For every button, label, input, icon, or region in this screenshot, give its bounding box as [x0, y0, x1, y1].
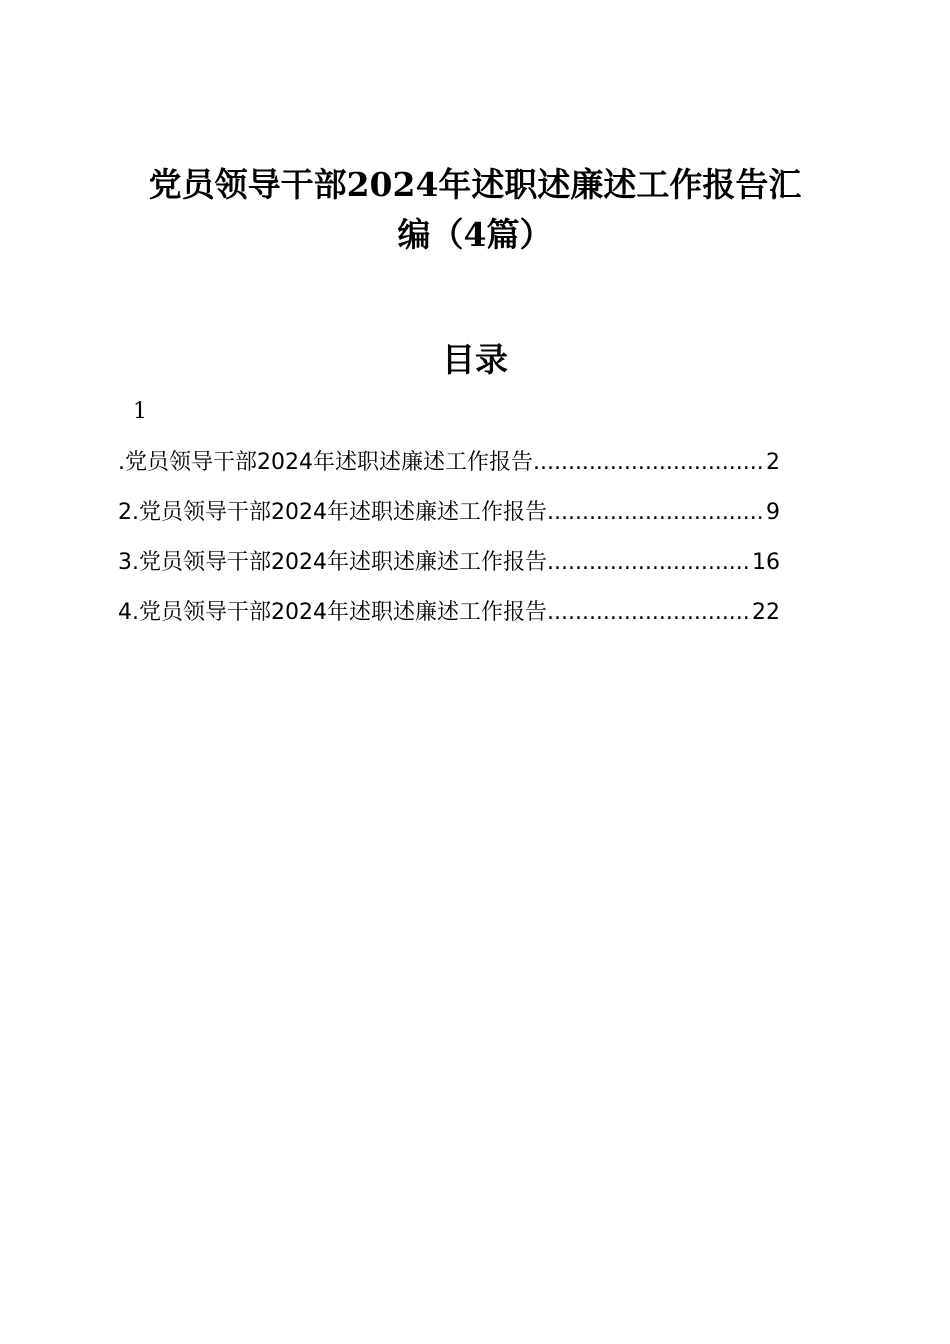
- toc-entry-2[interactable]: [118, 493, 780, 543]
- toc-dot-leader: [533, 443, 766, 483]
- toc-entry-label: .党员领导干部2024年述职述廉述工作报告: [118, 450, 533, 475]
- toc-entry-label: 2.党员领导干部2024年述职述廉述工作报告: [118, 500, 547, 525]
- document-title-line-1: 党员领导干部2024年述职述廉述工作报告汇: [148, 165, 802, 204]
- document-title-line-2: 编（4篇）: [397, 215, 553, 254]
- stray-number: 1: [133, 399, 147, 424]
- toc-entry-page: 2: [766, 450, 780, 475]
- toc-entry-label: 3.党员领导干部2024年述职述廉述工作报告: [118, 550, 547, 575]
- table-of-contents: [118, 443, 780, 643]
- toc-entry-4[interactable]: [118, 593, 780, 643]
- toc-heading: 目录: [442, 340, 508, 379]
- toc-entry-3[interactable]: [118, 543, 780, 593]
- toc-entry-label: 4.党员领导干部2024年述职述廉述工作报告: [118, 600, 547, 625]
- toc-entry-page: 16: [752, 550, 780, 575]
- toc-entry-page: 22: [752, 600, 780, 625]
- toc-entry-page: 9: [766, 500, 780, 525]
- toc-dot-leader: [547, 593, 752, 633]
- document-title: [110, 160, 840, 260]
- toc-entry-1[interactable]: [118, 443, 780, 493]
- toc-dot-leader: [547, 493, 766, 533]
- toc-dot-leader: [547, 543, 752, 583]
